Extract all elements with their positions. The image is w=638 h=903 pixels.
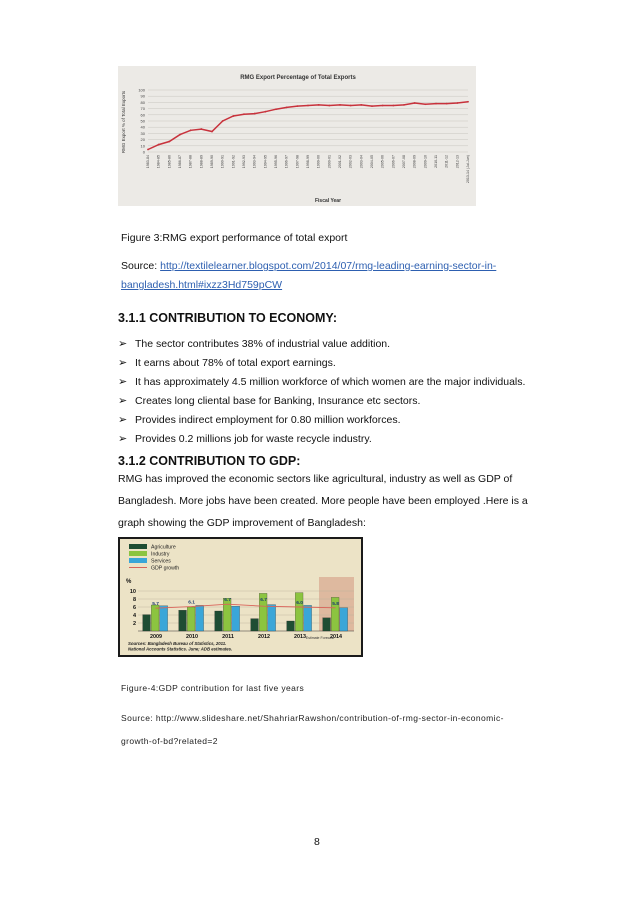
y-tick-label: 50: [140, 118, 145, 124]
source-link-part2[interactable]: bangladesh.html#ixzz3Hd759pCW: [121, 279, 283, 291]
x-tick-label: 2012-13: [455, 155, 460, 169]
y-tick-label: 100: [138, 87, 145, 93]
legend-label: GDP growth: [151, 565, 180, 572]
paragraph-line: graph showing the GDP improvement of Bangladesh:: [118, 517, 366, 529]
bar: [340, 608, 348, 631]
x-tick-label: 2011-12: [444, 155, 449, 168]
y-unit-label: %: [126, 579, 132, 585]
x-tick-label: 1990-91: [220, 155, 225, 169]
data-label: 6.7: [224, 598, 231, 604]
section-3-1-1-heading: 3.1.1 CONTRIBUTION TO ECONOMY:: [118, 311, 338, 325]
bar: [160, 606, 168, 631]
x-tick-label: 2002-03: [348, 155, 353, 169]
x-tick-label: 1986-87: [178, 155, 182, 169]
rmg-export-series-line: [148, 102, 468, 150]
gdp-paragraph: [118, 468, 538, 534]
arrow-bullet-icon: ➢: [118, 433, 128, 445]
x-axis-label: Fiscal Year: [314, 198, 342, 204]
x-tick-label: 2006-07: [391, 155, 396, 169]
bar: [215, 611, 223, 631]
data-label: 5.8: [332, 601, 339, 607]
x-tick-label: 1984-85: [156, 155, 161, 169]
y-tick-label: 30: [140, 130, 145, 136]
figure-4-source-line2: growth-of-bd?related=2: [121, 736, 218, 746]
paragraph-line: Bangladesh. More jobs have been created. More people have been employed .Here is a: [118, 495, 528, 507]
bar: [196, 605, 204, 631]
y-tick-label: 2: [132, 621, 136, 627]
x-tick-label: 1999-00: [316, 155, 321, 169]
section-3-1-2-heading: 3.1.2 CONTRIBUTION TO GDP:: [118, 454, 301, 468]
y-tick-label: 70: [140, 106, 145, 112]
legend-label: Industry: [151, 551, 170, 558]
legend-label: Agriculture: [151, 544, 176, 551]
list-item: ➢ The sector contributes 38% of industrial value addition.: [118, 335, 525, 354]
x-tick-label: 1997-98: [295, 155, 300, 169]
y-tick-label: 40: [140, 124, 145, 130]
x-tick-label: 1996-97: [284, 155, 289, 169]
list-item: ➢ It earns about 78% of total export earnings.: [118, 354, 525, 373]
bar: [287, 621, 295, 631]
x-tick-label: 2010-11: [434, 155, 438, 168]
x-tick-label: 2010: [186, 634, 198, 640]
bar: [295, 593, 303, 631]
y-tick-label: 10: [129, 589, 136, 595]
bar: [179, 610, 187, 631]
x-tick-label: 2009: [150, 634, 162, 640]
list-item: ➢ Provides indirect employment for 0.80 million workforces.: [118, 411, 525, 430]
legend-swatch: [129, 551, 147, 556]
x-tick-label: 1988-89: [199, 155, 204, 169]
x-tick-label: 2013-14 (Jul-Jun): [466, 155, 470, 184]
arrow-bullet-icon: ➢: [118, 414, 128, 426]
list-item: ➢ Creates long cliental base for Banking, Insurance etc sectors.: [118, 392, 525, 411]
gdp-bar-chart: [120, 539, 361, 655]
x-tick-label: 2014: [330, 634, 342, 640]
figure-4-source-line1: Source: http://www.slideshare.net/ShahriarRawshon/contribution-of-rmg-sector-in-economic-: [121, 713, 504, 723]
bar: [268, 605, 276, 631]
list-item: ➢ Provides 0.2 millions job for waste recycle industry.: [118, 430, 525, 449]
chart-source-note: Sources: Bangladesh Bureau of Statistics, 2011. National Accounts Statistics. June; ADB estimates.: [128, 641, 233, 652]
y-tick-label: 0: [142, 149, 145, 155]
x-tick-label: 1992-93: [242, 155, 246, 169]
bar: [151, 605, 159, 631]
y-tick-label: 60: [140, 112, 145, 118]
x-tick-label: 1989-90: [210, 155, 214, 169]
arrow-bullet-icon: ➢: [118, 395, 128, 407]
y-tick-label: 80: [140, 99, 145, 105]
arrow-bullet-icon: ➢: [118, 338, 128, 350]
legend-label: Services: [151, 558, 171, 565]
x-tick-label: 1991-92: [231, 155, 236, 169]
legend-swatch: [129, 544, 147, 549]
x-tick-label: 1985-86: [167, 155, 172, 169]
figure-3-source-line2: [121, 279, 282, 291]
figure-3-caption: Figure 3:RMG export performance of total export: [121, 232, 348, 244]
bar: [323, 618, 331, 631]
x-tick-label: 2005-06: [380, 155, 385, 169]
arrow-bullet-icon: ➢: [118, 357, 128, 369]
x-tick-label: 2004-05: [370, 155, 374, 169]
figure-3-source-line1: [121, 260, 496, 272]
x-tick-label: 1983-84: [146, 155, 150, 169]
forecast-label: Estimate Forecast: [305, 636, 335, 640]
source-label: Source:: [121, 260, 161, 272]
source-link-part1[interactable]: http://textilelearner.blogspot.com/2014/07/rmg-leading-earning-sector-in-: [160, 260, 497, 272]
y-tick-label: 90: [140, 93, 145, 99]
x-tick-label: 1998-99: [306, 155, 310, 169]
y-tick-label: 4: [132, 613, 136, 619]
x-tick-label: 2008-09: [412, 155, 417, 169]
figure-3-chart: [118, 66, 476, 206]
x-tick-label: 1987-88: [188, 155, 193, 169]
data-label: 6.7: [260, 598, 267, 604]
bar: [304, 605, 312, 631]
page-number: 8: [314, 836, 320, 848]
list-item: ➢ It has approximately 4.5 million workforce of which women are the major individuals.: [118, 373, 525, 392]
x-tick-label: 2000-01: [327, 155, 332, 169]
paragraph-line: RMG has improved the economic sectors like agricultural, industry as well as GDP of: [118, 473, 513, 485]
chart-title: RMG Export Percentage of Total Exports: [240, 75, 356, 81]
contribution-bullet-list: [118, 335, 525, 449]
bar: [251, 619, 259, 631]
data-label: 6.1: [188, 600, 195, 606]
x-tick-label: 2012: [258, 634, 270, 640]
y-tick-label: 6: [132, 605, 136, 611]
x-tick-label: 2001-02: [338, 155, 342, 169]
x-tick-label: 1994-95: [263, 155, 268, 169]
x-tick-label: 2013: [294, 634, 306, 640]
x-tick-label: 2011: [222, 634, 234, 640]
y-tick-label: 10: [140, 143, 145, 149]
legend-swatch: [129, 558, 147, 563]
figure-4-chart: [118, 537, 363, 657]
bar: [232, 606, 240, 631]
chart-legend: [129, 544, 179, 572]
x-tick-label: 2009-10: [423, 155, 428, 169]
x-tick-label: 1995-96: [274, 155, 278, 169]
bar: [143, 615, 151, 631]
y-axis-label: RMG Export % of Total Exports: [121, 90, 126, 154]
bar: [187, 607, 195, 631]
x-tick-label: 1993-94: [252, 155, 257, 169]
y-tick-label: 8: [132, 597, 136, 603]
rmg-export-line-chart: [118, 66, 476, 206]
x-tick-label: 2003-04: [359, 155, 364, 169]
data-label: 5.7: [152, 602, 159, 608]
x-tick-label: 2007-08: [402, 155, 406, 169]
data-label: 6.0: [296, 601, 303, 606]
y-tick-label: 20: [140, 137, 145, 143]
figure-4-caption: Figure-4:GDP contribution for last five years: [121, 683, 305, 693]
arrow-bullet-icon: ➢: [118, 376, 128, 388]
